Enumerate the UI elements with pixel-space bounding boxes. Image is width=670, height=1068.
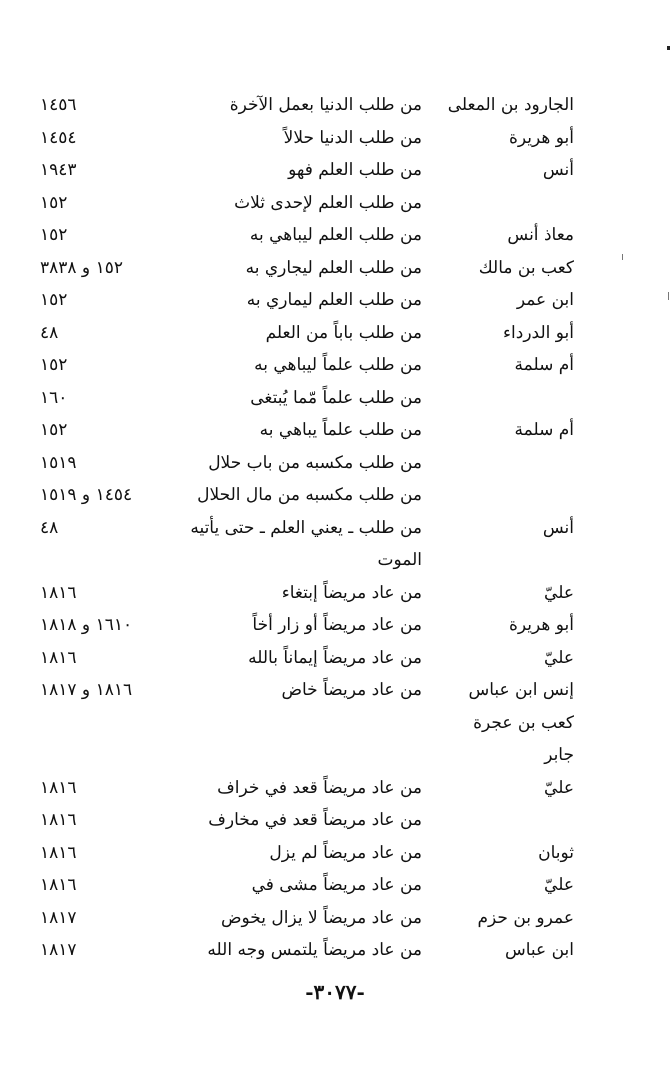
hadith-incipit: من عاد مريضاً إبتغاء xyxy=(281,582,422,603)
hadith-reference-number: ٤٨ xyxy=(40,322,59,343)
hadith-incipit: من عاد مريضاً قعد في خراف xyxy=(217,777,422,798)
hadith-incipit: من طلب مكسبه من باب حلال xyxy=(208,452,422,473)
index-row xyxy=(0,839,670,872)
hadith-incipit: من طلب العلم ليجاري به xyxy=(245,257,422,278)
hadith-reference-number: ١٨١٦ و ١٨١٧ xyxy=(40,680,133,700)
index-row xyxy=(0,579,670,612)
narrator-name: معاذ أنس xyxy=(507,225,574,245)
index-row xyxy=(0,124,670,157)
index-row xyxy=(0,644,670,677)
page-number: -٣٠٧٧- xyxy=(305,980,365,1004)
hadith-incipit: من طلب الدنيا بعمل الآخرة xyxy=(229,95,422,115)
hadith-reference-number: ١٤٥٤ xyxy=(40,127,77,148)
hadith-reference-number: ١٥٢ و ٣٨٣٨ xyxy=(40,257,123,278)
narrator-name: أم سلمة xyxy=(514,420,574,440)
hadith-incipit: من طلب العلم ليماري به xyxy=(246,290,422,310)
hadith-reference-number: ٤٨ xyxy=(40,517,59,538)
index-row xyxy=(0,514,670,547)
hadith-incipit: من عاد مريضاً أو زار أخاً xyxy=(252,615,422,635)
index-row xyxy=(0,254,670,287)
hadith-incipit: من عاد مريضاً لم يزل xyxy=(269,842,422,863)
hadith-incipit: من طلب باباً من العلم xyxy=(265,322,422,343)
narrator-name: أنس xyxy=(542,517,574,538)
hadith-incipit: من عاد مريضاً قعد في مخارف xyxy=(208,810,422,830)
hadith-reference-number: ١٦٠ xyxy=(40,387,68,408)
narrator-name: أبو هريرة xyxy=(508,127,574,148)
hadith-incipit: الموت xyxy=(377,550,422,570)
index-row xyxy=(0,91,670,124)
hadith-reference-number: ١٤٥٦ xyxy=(40,95,77,115)
hadith-incipit: من طلب علماً ليباهي به xyxy=(254,355,422,375)
hadith-index-table xyxy=(0,91,670,969)
hadith-reference-number: ١٥٢ xyxy=(40,192,68,213)
hadith-reference-number: ١٨١٦ xyxy=(40,875,77,895)
index-row xyxy=(0,319,670,352)
index-row xyxy=(0,351,670,384)
index-row xyxy=(0,871,670,904)
hadith-incipit: من عاد مريضاً يلتمس وجه الله xyxy=(207,940,422,960)
index-row xyxy=(0,806,670,839)
hadith-incipit: من عاد مريضاً مشى في xyxy=(251,875,422,895)
index-row xyxy=(0,741,670,774)
narrator-name: ابن عباس xyxy=(504,940,574,960)
index-row xyxy=(0,189,670,222)
hadith-reference-number: ١٨١٦ xyxy=(40,777,77,798)
narrator-name: ثوبان xyxy=(538,842,574,863)
hadith-incipit: من طلب العلم ليباهي به xyxy=(249,225,422,245)
hadith-incipit: من طلب العلم فهو xyxy=(288,160,422,180)
hadith-incipit: من طلب الدنيا حلالاً xyxy=(283,127,422,148)
index-row xyxy=(0,709,670,742)
hadith-incipit: من طلب علماً مّما يُبتغى xyxy=(250,387,422,408)
hadith-incipit: من عاد مريضاً خاض xyxy=(281,680,422,700)
narrator-name: كعب بن عجرة xyxy=(473,712,574,733)
index-row xyxy=(0,904,670,937)
index-row xyxy=(0,384,670,417)
hadith-reference-number: ١٩٤٣ xyxy=(40,160,77,180)
narrator-name: أبو الدرداء xyxy=(503,322,574,343)
narrator-name: كعب بن مالك xyxy=(478,257,574,278)
hadith-reference-number: ١٥٢ xyxy=(40,225,68,245)
hadith-reference-number: ١٥٢ xyxy=(40,355,68,375)
index-row xyxy=(0,611,670,644)
index-row xyxy=(0,416,670,449)
index-row xyxy=(0,481,670,514)
hadith-reference-number: ١٨١٦ xyxy=(40,582,77,603)
narrator-name: جابر xyxy=(544,745,574,765)
index-row xyxy=(0,449,670,482)
index-row xyxy=(0,676,670,709)
hadith-incipit: من طلب مكسبه من مال الحلال xyxy=(197,485,422,505)
hadith-incipit: من طلب ـ يعني العلم ـ حتى يأتيه xyxy=(190,517,422,538)
narrator-name: ابن عمر xyxy=(516,290,574,310)
hadith-reference-number: ١٥٢ xyxy=(40,290,68,310)
narrator-name: إنس ابن عباس xyxy=(468,680,574,700)
hadith-reference-number: ١٥١٩ xyxy=(40,452,77,473)
hadith-reference-number: ١٨١٦ xyxy=(40,842,77,863)
hadith-reference-number: ١٨١٧ xyxy=(40,907,77,928)
index-row xyxy=(0,156,670,189)
hadith-reference-number: ١٦١٠ و ١٨١٨ xyxy=(40,615,133,635)
hadith-incipit: من طلب علماً يباهي به xyxy=(259,420,422,440)
narrator-name: أبو هريرة xyxy=(508,615,574,635)
hadith-reference-number: ١٨١٦ xyxy=(40,810,77,830)
index-row xyxy=(0,546,670,579)
hadith-reference-number: ١٤٥٤ و ١٥١٩ xyxy=(40,485,133,505)
narrator-name: أم سلمة xyxy=(514,355,574,375)
hadith-reference-number: ١٨١٧ xyxy=(40,940,77,960)
hadith-incipit: من طلب العلم لإحدى ثلاث xyxy=(234,192,422,213)
narrator-name: الجارود بن المعلى xyxy=(447,95,574,115)
index-row xyxy=(0,774,670,807)
hadith-reference-number: ١٨١٦ xyxy=(40,647,77,668)
hadith-incipit: من عاد مريضاً لا يزال يخوض xyxy=(220,907,422,928)
index-row xyxy=(0,286,670,319)
narrator-name: أنس xyxy=(542,160,574,180)
index-row xyxy=(0,221,670,254)
narrator-name: عمرو بن حزم xyxy=(477,907,574,928)
hadith-reference-number: ١٥٢ xyxy=(40,420,68,440)
narrator-name: عليّ xyxy=(544,582,574,603)
narrator-name: عليّ xyxy=(544,875,574,895)
index-row xyxy=(0,936,670,969)
narrator-name: عليّ xyxy=(544,647,574,668)
narrator-name: عليّ xyxy=(544,777,574,798)
hadith-incipit: من عاد مريضاً إيماناً بالله xyxy=(248,647,422,668)
